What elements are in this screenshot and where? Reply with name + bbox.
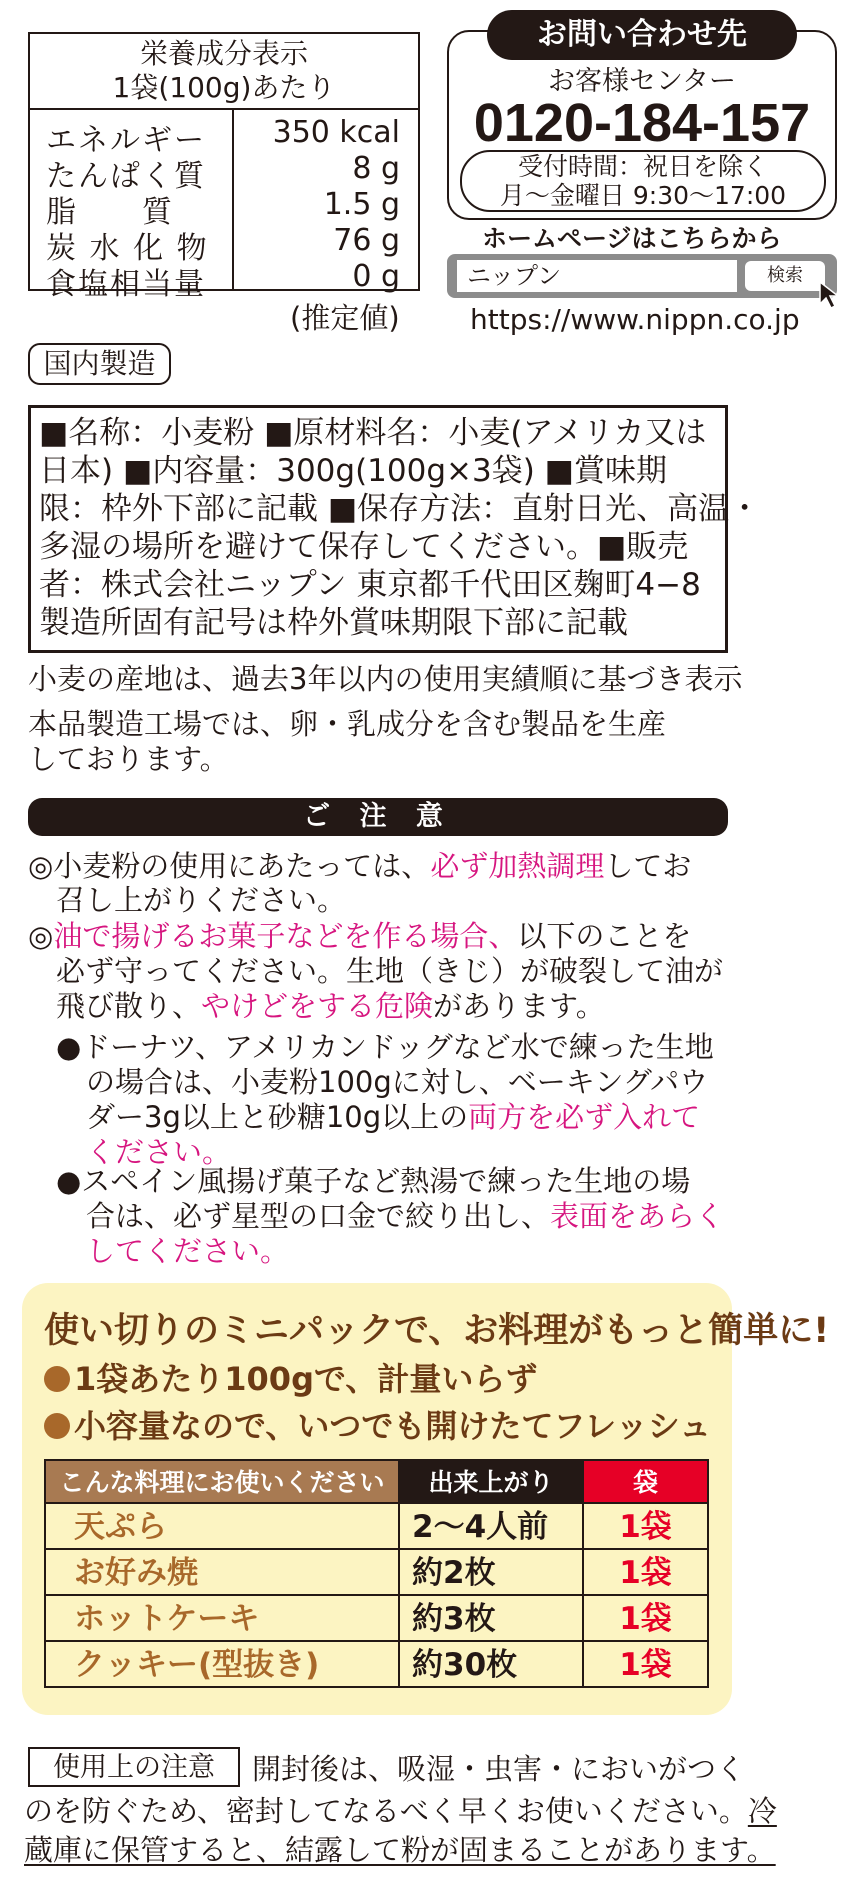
info-line: 限：枠外下部に記載 ■保存方法：直射日光、高温・ <box>39 491 761 527</box>
info-line: 多湿の場所を避けて保存してください。■販売 <box>39 529 689 565</box>
usage-label-box <box>28 1747 240 1787</box>
homepage-label: ホームページはこちらから <box>482 224 782 253</box>
nutrient-value: 350 kcal <box>272 115 400 150</box>
cursor-icon <box>818 280 842 310</box>
table-cell-bags: 1袋 <box>582 1548 709 1596</box>
caution-p1-line-2: 召し上がりください。 <box>56 883 347 917</box>
nutrition-per: 1袋(100g)あたり <box>112 71 336 104</box>
caution-b2-line-3: してください。 <box>86 1234 290 1268</box>
caution-p2-text-d: があります。 <box>433 989 605 1023</box>
table-header-yield: 出来上がり <box>398 1459 584 1504</box>
nutrient-name: エネルギー <box>46 123 206 158</box>
search-input[interactable]: ニップン <box>457 260 737 292</box>
nutrition-row <box>30 112 418 158</box>
nutrition-row <box>30 148 418 194</box>
info-line: 製造所固有記号は枠外賞味期限下部に記載 <box>39 605 628 641</box>
minipack-headline: 使い切りのミニパックで、お料理がもっと簡単に! <box>44 1311 830 1351</box>
nutrition-row <box>30 256 418 302</box>
caution-p2-emphasis-2: やけどをする危険 <box>201 989 434 1023</box>
caution-p2-line-1 <box>28 919 692 953</box>
made-in-label: 国内製造 <box>43 347 156 380</box>
nutrition-row <box>30 220 418 266</box>
table-cell-yield: 2～4人前 <box>398 1502 584 1550</box>
nutrient-value: 76 g <box>333 223 400 258</box>
table-header-bags: 袋 <box>582 1459 709 1504</box>
minipack-point-2 <box>44 1407 712 1445</box>
contact-phone[interactable]: 0120-184-157 <box>473 93 811 153</box>
nutrient-value: 0 g <box>352 259 400 294</box>
nutrition-title: 栄養成分表示 <box>139 37 308 70</box>
homepage-url[interactable]: https://www.nippn.co.jp <box>470 303 800 336</box>
caution-b1-line-3 <box>86 1100 701 1134</box>
contact-center: お客様センター <box>548 66 736 97</box>
search-button[interactable]: 検索 <box>745 261 825 291</box>
caution-b1-line-4: ください。 <box>86 1135 232 1169</box>
nutrition-note: (推定値) <box>290 301 400 335</box>
table-cell-dish: クッキー(型抜き) <box>44 1640 400 1688</box>
caution-p1-line-1 <box>28 849 692 883</box>
caution-b2-text: 合は、必ず星型の口金で絞り出し、 <box>86 1199 551 1233</box>
nutrient-name: 脂 質 <box>46 195 174 230</box>
table-cell-bags: 1袋 <box>582 1594 709 1642</box>
usage-line-2-underlined: 冷 <box>747 1794 777 1828</box>
nutrition-header <box>28 32 420 110</box>
caution-p2-line-3 <box>56 989 605 1023</box>
nutrient-value: 8 g <box>352 151 400 186</box>
caution-p2-text-c: 飛び散り、 <box>56 989 202 1023</box>
table-cell-yield: 約2枚 <box>398 1548 584 1596</box>
nutrient-value: 1.5 g <box>323 187 400 222</box>
factory-note-2: しております。 <box>28 742 229 776</box>
table-cell-dish: ホットケーキ <box>44 1594 400 1642</box>
caution-p1-text-end: してお <box>604 849 692 883</box>
usage-line-1: 開封後は、吸湿・虫害・においがつく <box>252 1752 746 1786</box>
table-cell-bags: 1袋 <box>582 1640 709 1688</box>
factory-note-1: 本品製造工場では、卵・乳成分を含む製品を生産 <box>28 707 667 741</box>
info-line: ■名称：小麦粉 ■原材料名：小麦(アメリカ又は <box>39 415 707 451</box>
nutrient-name: 炭 水 化 物 <box>46 231 209 266</box>
caution-title: ご 注 意 <box>28 798 728 836</box>
nutrient-name: たんぱく質 <box>46 159 206 194</box>
table-cell-yield: 約3枚 <box>398 1594 584 1642</box>
table-cell-bags: 1袋 <box>582 1502 709 1550</box>
table-cell-dish: 天ぷら <box>44 1502 400 1550</box>
caution-p2-emphasis: 油で揚げるお菓子などを作る場合、 <box>53 919 518 953</box>
caution-p2-text: 以下のことを <box>517 919 692 953</box>
minipack-point-2-text: 小容量なので、いつでも開けたてフレッシュ <box>74 1407 712 1445</box>
caution-b1-emphasis: 両方を必ず入れて <box>468 1100 701 1134</box>
caution-p1-text: ◎小麦粉の使用にあたっては、 <box>28 849 431 883</box>
product-info-box <box>28 405 761 653</box>
caution-b1-line-2: の場合は、小麦粉100gに対し、ベーキングパウ <box>86 1065 709 1099</box>
nutrition-table <box>28 108 420 302</box>
caution-b2-emphasis: 表面をあらく <box>550 1199 725 1233</box>
table-cell-yield: 約30枚 <box>398 1640 584 1688</box>
caution-p1-emphasis: 必ず加熱調理 <box>430 849 605 883</box>
usage-table <box>44 1459 709 1694</box>
usage-line-2 <box>24 1794 777 1828</box>
made-in-badge <box>28 343 171 385</box>
info-line: 者：株式会社ニップン 東京都千代田区麹町4−8 <box>39 567 701 603</box>
nutrition-row <box>30 184 418 230</box>
usage-line-3: 蔵庫に保管すると、結露して粉が固まることがあります。 <box>24 1833 776 1867</box>
bullet-dot-icon <box>44 1366 70 1392</box>
hours-line-2: 月～金曜日 9:30～17:00 <box>499 181 787 210</box>
hours-line-1: 受付時間：祝日を除く <box>517 152 768 181</box>
usage-line-2-text: のを防ぐため、密封してなるべく早くお使いください。 <box>24 1794 748 1828</box>
bullet-dot-icon <box>44 1413 70 1439</box>
contact-title: お問い合わせ先 <box>487 10 797 60</box>
origin-note: 小麦の産地は、過去3年以内の使用実績順に基づき表示 <box>28 662 743 696</box>
table-header-dish: こんな料理にお使いください <box>44 1459 400 1504</box>
nutrient-name: 食塩相当量 <box>46 267 206 302</box>
usage-label: 使用上の注意 <box>53 1752 215 1783</box>
caution-p2-mark: ◎ <box>28 919 54 953</box>
minipack-point-1 <box>44 1360 538 1398</box>
caution-b2-line-1: ●スペイン風揚げ菓子など熱湯で練った生地の場 <box>56 1164 691 1198</box>
caution-p2-line-2: 必ず守ってください。生地（きじ）が破裂して油が <box>56 954 724 988</box>
table-cell-dish: お好み焼 <box>44 1548 400 1596</box>
caution-b2-line-2 <box>86 1199 725 1233</box>
caution-b1-line-1: ●ドーナツ、アメリカンドッグなど水で練った生地 <box>56 1030 714 1064</box>
minipack-point-1-text: 1袋あたり100gで、計量いらず <box>74 1360 538 1398</box>
caution-b1-text: ダー3g以上と砂糖10g以上の <box>86 1100 469 1134</box>
info-line: 日本) ■内容量：300g(100g×3袋) ■賞味期 <box>39 453 667 489</box>
